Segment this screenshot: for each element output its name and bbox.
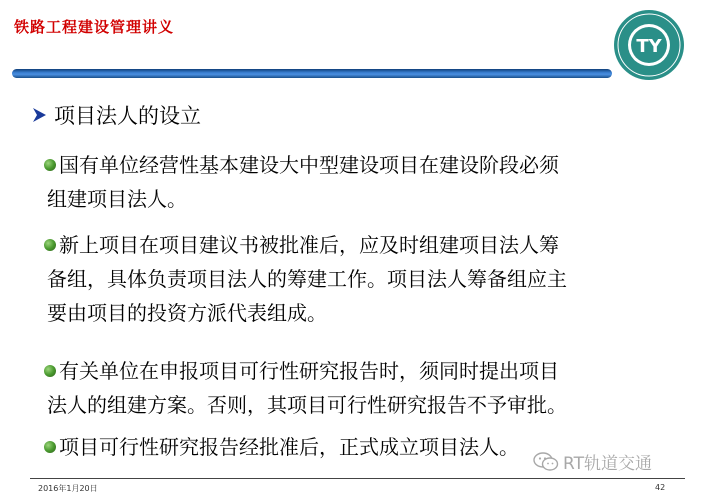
bullet-2-line-2: 备组，具体负责项目法人的筹建工作。项目法人筹备组应主 (47, 267, 567, 291)
wechat-icon (533, 451, 559, 473)
arrow-bullet-icon (30, 106, 48, 124)
university-seal-icon (612, 8, 686, 82)
header-bar (12, 69, 612, 78)
footer-rule (30, 478, 685, 479)
bullet-3-line-1: 有关单位在申报项目可行性研究报告时，须同时提出项目 (59, 359, 559, 383)
bullet-item-1 (44, 148, 559, 216)
bullet-2-line-1: 新上项目在项目建议书被批准后，应及时组建项目法人筹 (59, 233, 559, 257)
bullet-3-line-2: 法人的组建方案。否则，其项目可行性研究报告不予审批。 (47, 393, 567, 417)
bullet-item-2 (44, 228, 567, 330)
bullet-4-line-1: 项目可行性研究报告经批准后，正式成立项目法人。 (59, 435, 519, 459)
bullet-1-line-1: 国有单位经营性基本建设大中型建设项目在建设阶段必须 (59, 153, 559, 177)
bullet-1-line-2: 组建项目法人。 (47, 187, 187, 211)
bullet-2-line-3: 要由项目的投资方派代表组成。 (47, 301, 327, 325)
watermark-text: RT轨道交通 (563, 454, 652, 474)
green-dot-icon (44, 159, 56, 171)
section-heading-text: 项目法人的设立 (54, 104, 201, 128)
watermark (533, 449, 652, 474)
green-dot-icon (44, 239, 56, 251)
header-title: 铁路工程建设管理讲义 (14, 18, 175, 36)
footer-date: 2016年1月20日 (38, 484, 98, 493)
green-dot-icon (44, 365, 56, 377)
logo (612, 8, 686, 82)
section-heading (30, 100, 201, 130)
green-dot-icon (44, 441, 56, 453)
page-number: 42 (655, 483, 666, 492)
bullet-item-3 (44, 354, 567, 422)
seal-letters: TY (636, 36, 662, 57)
bullet-item-4 (44, 430, 519, 464)
